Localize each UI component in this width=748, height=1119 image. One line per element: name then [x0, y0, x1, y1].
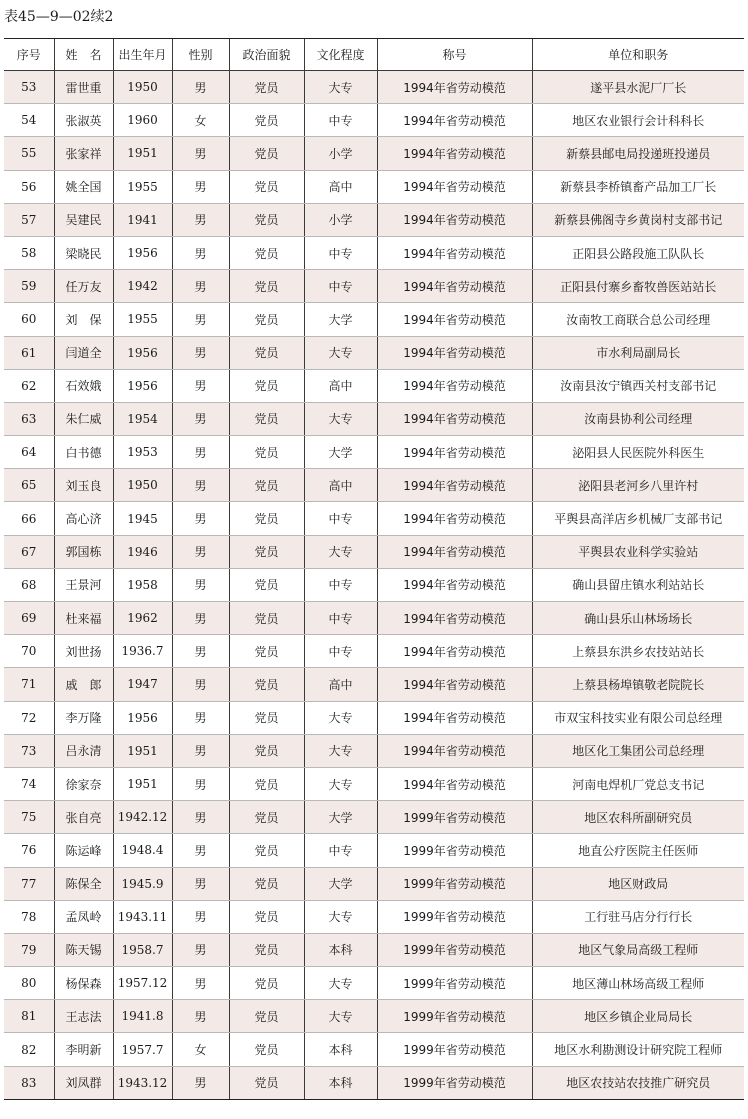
cell-name: 李万隆 [54, 701, 113, 734]
cell-seq: 53 [4, 71, 54, 104]
column-header-honor: 称号 [377, 39, 532, 71]
cell-name: 张淑英 [54, 104, 113, 137]
table-row [4, 967, 744, 1000]
cell-party: 党员 [229, 701, 304, 734]
cell-honor: 1999年省劳动模范 [377, 834, 532, 867]
cell-name: 陈运峰 [54, 834, 113, 867]
cell-birth: 1950 [113, 71, 172, 104]
cell-name: 杜来福 [54, 602, 113, 635]
cell-party: 党员 [229, 402, 304, 435]
cell-name: 雷世重 [54, 71, 113, 104]
cell-seq: 78 [4, 900, 54, 933]
column-header-birth: 出生年月 [113, 39, 172, 71]
cell-birth: 1951 [113, 767, 172, 800]
cell-education: 大专 [304, 767, 377, 800]
cell-unit: 地区薄山林场高级工程师 [532, 967, 744, 1000]
cell-unit: 遂平县水泥厂厂长 [532, 71, 744, 104]
cell-name: 刘 保 [54, 303, 113, 336]
cell-honor: 1994年省劳动模范 [377, 568, 532, 601]
cell-unit: 市双宝科技实业有限公司总经理 [532, 701, 744, 734]
cell-birth: 1936.7 [113, 635, 172, 668]
cell-gender: 男 [172, 170, 229, 203]
cell-honor: 1994年省劳动模范 [377, 668, 532, 701]
cell-unit: 工行驻马店分行行长 [532, 900, 744, 933]
cell-seq: 56 [4, 170, 54, 203]
cell-education: 高中 [304, 668, 377, 701]
cell-unit: 汝南县协利公司经理 [532, 402, 744, 435]
cell-honor: 1994年省劳动模范 [377, 336, 532, 369]
cell-party: 党员 [229, 170, 304, 203]
cell-party: 党员 [229, 104, 304, 137]
cell-gender: 男 [172, 867, 229, 900]
cell-gender: 女 [172, 1033, 229, 1066]
cell-unit: 市水利局副局长 [532, 336, 744, 369]
cell-gender: 男 [172, 635, 229, 668]
table-body [4, 71, 744, 1100]
column-header-unit: 单位和职务 [532, 39, 744, 71]
cell-seq: 66 [4, 502, 54, 535]
cell-party: 党员 [229, 900, 304, 933]
table-row [4, 369, 744, 402]
cell-gender: 男 [172, 469, 229, 502]
table-row [4, 402, 744, 435]
cell-seq: 75 [4, 801, 54, 834]
cell-party: 党员 [229, 933, 304, 966]
cell-seq: 83 [4, 1066, 54, 1099]
cell-birth: 1945 [113, 502, 172, 535]
cell-honor: 1994年省劳动模范 [377, 104, 532, 137]
cell-name: 王志法 [54, 1000, 113, 1033]
cell-seq: 80 [4, 967, 54, 1000]
cell-birth: 1960 [113, 104, 172, 137]
cell-education: 大专 [304, 734, 377, 767]
cell-seq: 57 [4, 203, 54, 236]
cell-honor: 1994年省劳动模范 [377, 203, 532, 236]
cell-honor: 1994年省劳动模范 [377, 602, 532, 635]
cell-unit: 正阳县公路段施工队队长 [532, 236, 744, 269]
cell-honor: 1999年省劳动模范 [377, 1066, 532, 1099]
cell-gender: 男 [172, 436, 229, 469]
cell-name: 刘玉良 [54, 469, 113, 502]
cell-name: 刘凤群 [54, 1066, 113, 1099]
cell-education: 大专 [304, 535, 377, 568]
cell-name: 闫道全 [54, 336, 113, 369]
cell-honor: 1994年省劳动模范 [377, 137, 532, 170]
cell-gender: 男 [172, 502, 229, 535]
cell-seq: 55 [4, 137, 54, 170]
column-header-education: 文化程度 [304, 39, 377, 71]
cell-name: 朱仁威 [54, 402, 113, 435]
table-row [4, 734, 744, 767]
table-row [4, 834, 744, 867]
cell-education: 中专 [304, 568, 377, 601]
table-row [4, 900, 744, 933]
cell-education: 大专 [304, 701, 377, 734]
cell-unit: 汝南县汝宁镇西关村支部书记 [532, 369, 744, 402]
cell-birth: 1955 [113, 170, 172, 203]
cell-honor: 1994年省劳动模范 [377, 303, 532, 336]
cell-birth: 1946 [113, 535, 172, 568]
table-row [4, 236, 744, 269]
cell-name: 戚 郎 [54, 668, 113, 701]
cell-honor: 1999年省劳动模范 [377, 867, 532, 900]
cell-seq: 61 [4, 336, 54, 369]
cell-education: 高中 [304, 369, 377, 402]
table-row [4, 203, 744, 236]
cell-birth: 1956 [113, 336, 172, 369]
cell-birth: 1945.9 [113, 867, 172, 900]
cell-education: 大专 [304, 336, 377, 369]
cell-gender: 男 [172, 303, 229, 336]
cell-unit: 地直公疗医院主任医师 [532, 834, 744, 867]
table-row [4, 469, 744, 502]
cell-education: 本科 [304, 1033, 377, 1066]
cell-education: 高中 [304, 469, 377, 502]
cell-unit: 正阳县付寨乡畜牧兽医站站长 [532, 270, 744, 303]
cell-unit: 上蔡县东洪乡农技站站长 [532, 635, 744, 668]
cell-gender: 男 [172, 668, 229, 701]
cell-seq: 82 [4, 1033, 54, 1066]
cell-seq: 54 [4, 104, 54, 137]
cell-party: 党员 [229, 369, 304, 402]
cell-name: 吴建民 [54, 203, 113, 236]
cell-education: 大学 [304, 436, 377, 469]
cell-unit: 地区农科所副研究员 [532, 801, 744, 834]
cell-unit: 地区化工集团公司总经理 [532, 734, 744, 767]
cell-birth: 1951 [113, 734, 172, 767]
cell-gender: 男 [172, 767, 229, 800]
cell-party: 党员 [229, 834, 304, 867]
cell-party: 党员 [229, 469, 304, 502]
cell-party: 党员 [229, 635, 304, 668]
cell-education: 中专 [304, 635, 377, 668]
cell-seq: 67 [4, 535, 54, 568]
cell-gender: 男 [172, 535, 229, 568]
column-header-seq: 序号 [4, 39, 54, 71]
cell-education: 小学 [304, 203, 377, 236]
cell-party: 党员 [229, 336, 304, 369]
cell-honor: 1994年省劳动模范 [377, 767, 532, 800]
cell-unit: 泌阳县人民医院外科医生 [532, 436, 744, 469]
cell-gender: 男 [172, 933, 229, 966]
cell-birth: 1956 [113, 369, 172, 402]
cell-seq: 69 [4, 602, 54, 635]
cell-birth: 1951 [113, 137, 172, 170]
cell-name: 张自亮 [54, 801, 113, 834]
cell-unit: 新蔡县佛阁寺乡黄岗村支部书记 [532, 203, 744, 236]
cell-birth: 1954 [113, 402, 172, 435]
cell-education: 大学 [304, 303, 377, 336]
cell-honor: 1994年省劳动模范 [377, 734, 532, 767]
cell-seq: 77 [4, 867, 54, 900]
cell-honor: 1999年省劳动模范 [377, 801, 532, 834]
table-row [4, 1033, 744, 1066]
cell-honor: 1994年省劳动模范 [377, 236, 532, 269]
cell-education: 大学 [304, 801, 377, 834]
cell-honor: 1994年省劳动模范 [377, 71, 532, 104]
cell-gender: 男 [172, 336, 229, 369]
cell-education: 中专 [304, 236, 377, 269]
cell-honor: 1994年省劳动模范 [377, 436, 532, 469]
cell-gender: 女 [172, 104, 229, 137]
cell-birth: 1941 [113, 203, 172, 236]
cell-seq: 65 [4, 469, 54, 502]
cell-honor: 1994年省劳动模范 [377, 469, 532, 502]
cell-honor: 1999年省劳动模范 [377, 933, 532, 966]
cell-unit: 确山县留庄镇水利站站长 [532, 568, 744, 601]
cell-education: 本科 [304, 1066, 377, 1099]
cell-seq: 76 [4, 834, 54, 867]
cell-honor: 1994年省劳动模范 [377, 635, 532, 668]
cell-name: 吕永清 [54, 734, 113, 767]
table-row [4, 303, 744, 336]
column-header-party: 政治面貌 [229, 39, 304, 71]
cell-education: 大专 [304, 71, 377, 104]
cell-seq: 60 [4, 303, 54, 336]
cell-seq: 72 [4, 701, 54, 734]
cell-seq: 68 [4, 568, 54, 601]
cell-honor: 1999年省劳动模范 [377, 1000, 532, 1033]
cell-name: 陈保全 [54, 867, 113, 900]
cell-education: 小学 [304, 137, 377, 170]
cell-education: 大学 [304, 867, 377, 900]
cell-gender: 男 [172, 734, 229, 767]
table-row [4, 602, 744, 635]
cell-gender: 男 [172, 967, 229, 1000]
cell-seq: 81 [4, 1000, 54, 1033]
cell-name: 王景河 [54, 568, 113, 601]
table-row [4, 137, 744, 170]
table-row [4, 535, 744, 568]
cell-birth: 1958.7 [113, 933, 172, 966]
table-row [4, 270, 744, 303]
cell-gender: 男 [172, 701, 229, 734]
cell-gender: 男 [172, 834, 229, 867]
cell-birth: 1957.12 [113, 967, 172, 1000]
cell-honor: 1994年省劳动模范 [377, 270, 532, 303]
table-row [4, 104, 744, 137]
cell-name: 白书德 [54, 436, 113, 469]
cell-education: 中专 [304, 270, 377, 303]
cell-birth: 1950 [113, 469, 172, 502]
cell-unit: 泌阳县老河乡八里许村 [532, 469, 744, 502]
cell-birth: 1958 [113, 568, 172, 601]
cell-unit: 地区农业银行会计科科长 [532, 104, 744, 137]
cell-unit: 平舆县农业科学实验站 [532, 535, 744, 568]
cell-honor: 1994年省劳动模范 [377, 701, 532, 734]
cell-unit: 地区气象局高级工程师 [532, 933, 744, 966]
table-row [4, 1066, 744, 1099]
cell-name: 陈天锡 [54, 933, 113, 966]
cell-seq: 59 [4, 270, 54, 303]
cell-party: 党员 [229, 270, 304, 303]
cell-gender: 男 [172, 402, 229, 435]
cell-birth: 1943.12 [113, 1066, 172, 1099]
cell-education: 大专 [304, 967, 377, 1000]
cell-party: 党员 [229, 568, 304, 601]
cell-unit: 地区乡镇企业局局长 [532, 1000, 744, 1033]
cell-party: 党员 [229, 71, 304, 104]
cell-education: 中专 [304, 834, 377, 867]
cell-gender: 男 [172, 369, 229, 402]
table-row [4, 867, 744, 900]
cell-gender: 男 [172, 1000, 229, 1033]
cell-birth: 1956 [113, 236, 172, 269]
table-row [4, 767, 744, 800]
cell-education: 中专 [304, 602, 377, 635]
cell-name: 徐家奈 [54, 767, 113, 800]
cell-honor: 1994年省劳动模范 [377, 502, 532, 535]
cell-unit: 确山县乐山林场场长 [532, 602, 744, 635]
cell-party: 党员 [229, 867, 304, 900]
cell-seq: 58 [4, 236, 54, 269]
cell-name: 任万友 [54, 270, 113, 303]
cell-education: 中专 [304, 502, 377, 535]
table-row [4, 502, 744, 535]
cell-party: 党员 [229, 801, 304, 834]
cell-party: 党员 [229, 1033, 304, 1066]
cell-education: 本科 [304, 933, 377, 966]
cell-gender: 男 [172, 270, 229, 303]
cell-birth: 1956 [113, 701, 172, 734]
cell-seq: 63 [4, 402, 54, 435]
table-row [4, 71, 744, 104]
cell-birth: 1941.8 [113, 1000, 172, 1033]
cell-name: 石效娥 [54, 369, 113, 402]
cell-name: 杨保森 [54, 967, 113, 1000]
cell-name: 高心济 [54, 502, 113, 535]
cell-seq: 71 [4, 668, 54, 701]
cell-party: 党员 [229, 303, 304, 336]
column-header-name: 姓 名 [54, 39, 113, 71]
cell-gender: 男 [172, 801, 229, 834]
cell-education: 大专 [304, 1000, 377, 1033]
table-row [4, 933, 744, 966]
cell-party: 党员 [229, 668, 304, 701]
cell-gender: 男 [172, 137, 229, 170]
cell-birth: 1947 [113, 668, 172, 701]
cell-seq: 70 [4, 635, 54, 668]
cell-honor: 1999年省劳动模范 [377, 967, 532, 1000]
labor-model-table [4, 38, 744, 1100]
cell-unit: 地区农技站农技推广研究员 [532, 1066, 744, 1099]
cell-birth: 1948.4 [113, 834, 172, 867]
cell-education: 高中 [304, 170, 377, 203]
cell-education: 中专 [304, 104, 377, 137]
cell-party: 党员 [229, 767, 304, 800]
table-row [4, 635, 744, 668]
cell-unit: 平舆县高洋店乡机械厂支部书记 [532, 502, 744, 535]
cell-seq: 64 [4, 436, 54, 469]
cell-name: 张家祥 [54, 137, 113, 170]
cell-name: 孟凤岭 [54, 900, 113, 933]
cell-honor: 1999年省劳动模范 [377, 1033, 532, 1066]
cell-party: 党员 [229, 502, 304, 535]
cell-gender: 男 [172, 568, 229, 601]
cell-honor: 1999年省劳动模范 [377, 900, 532, 933]
table-caption: 表45—9—02续2 [4, 9, 114, 25]
cell-honor: 1994年省劳动模范 [377, 402, 532, 435]
header-row [4, 39, 744, 71]
cell-seq: 74 [4, 767, 54, 800]
cell-birth: 1943.11 [113, 900, 172, 933]
cell-gender: 男 [172, 1066, 229, 1099]
table-row [4, 801, 744, 834]
table-row [4, 336, 744, 369]
cell-seq: 62 [4, 369, 54, 402]
cell-party: 党员 [229, 1000, 304, 1033]
table-row [4, 436, 744, 469]
cell-party: 党员 [229, 236, 304, 269]
table-row [4, 701, 744, 734]
table-row [4, 170, 744, 203]
cell-gender: 男 [172, 203, 229, 236]
cell-birth: 1942 [113, 270, 172, 303]
cell-unit: 上蔡县杨埠镇敬老院院长 [532, 668, 744, 701]
cell-seq: 73 [4, 734, 54, 767]
cell-party: 党员 [229, 436, 304, 469]
cell-honor: 1994年省劳动模范 [377, 170, 532, 203]
cell-name: 刘世扬 [54, 635, 113, 668]
cell-gender: 男 [172, 602, 229, 635]
table-row [4, 668, 744, 701]
column-header-gender: 性别 [172, 39, 229, 71]
cell-gender: 男 [172, 71, 229, 104]
cell-education: 大专 [304, 402, 377, 435]
cell-birth: 1962 [113, 602, 172, 635]
cell-party: 党员 [229, 535, 304, 568]
cell-birth: 1955 [113, 303, 172, 336]
cell-honor: 1994年省劳动模范 [377, 535, 532, 568]
cell-unit: 地区水利勘测设计研究院工程师 [532, 1033, 744, 1066]
cell-name: 梁晓民 [54, 236, 113, 269]
cell-unit: 河南电焊机厂党总支书记 [532, 767, 744, 800]
cell-unit: 新蔡县李桥镇畜产品加工厂长 [532, 170, 744, 203]
cell-party: 党员 [229, 734, 304, 767]
cell-party: 党员 [229, 203, 304, 236]
cell-party: 党员 [229, 602, 304, 635]
cell-birth: 1953 [113, 436, 172, 469]
cell-unit: 新蔡县邮电局投递班投递员 [532, 137, 744, 170]
table-row [4, 568, 744, 601]
cell-unit: 汝南牧工商联合总公司经理 [532, 303, 744, 336]
table-row [4, 1000, 744, 1033]
cell-education: 大专 [304, 900, 377, 933]
cell-name: 郭国栋 [54, 535, 113, 568]
cell-party: 党员 [229, 967, 304, 1000]
cell-party: 党员 [229, 1066, 304, 1099]
cell-honor: 1994年省劳动模范 [377, 369, 532, 402]
cell-unit: 地区财政局 [532, 867, 744, 900]
cell-gender: 男 [172, 236, 229, 269]
cell-birth: 1942.12 [113, 801, 172, 834]
cell-name: 李明新 [54, 1033, 113, 1066]
cell-gender: 男 [172, 900, 229, 933]
cell-name: 姚全国 [54, 170, 113, 203]
cell-birth: 1957.7 [113, 1033, 172, 1066]
cell-party: 党员 [229, 137, 304, 170]
cell-seq: 79 [4, 933, 54, 966]
